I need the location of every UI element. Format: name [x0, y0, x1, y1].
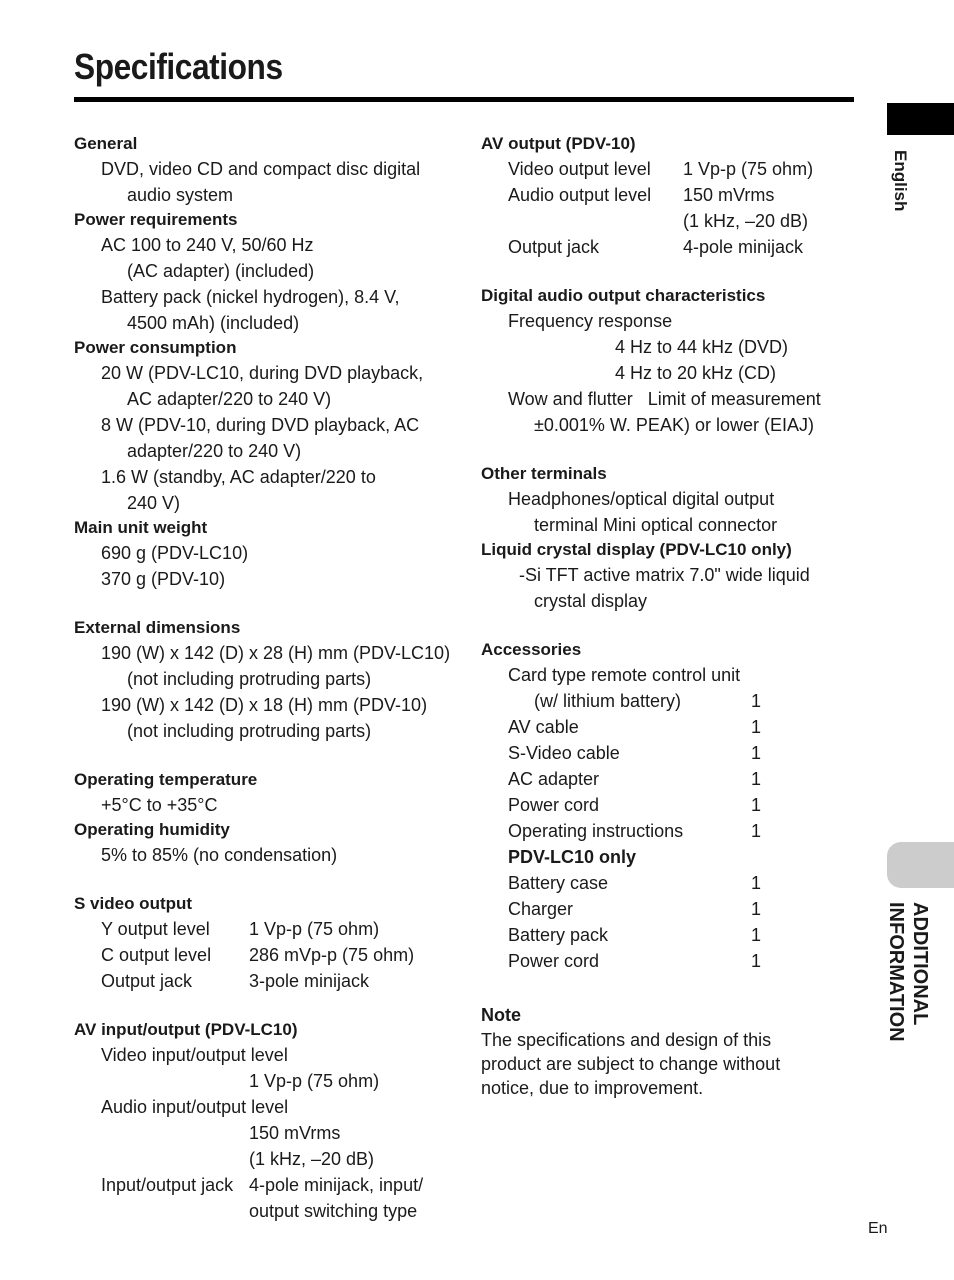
spec-line: Battery pack (nickel hydrogen), 8.4 V, [101, 287, 400, 307]
spec-heading: Other terminals [481, 464, 607, 483]
spec-line: (AC adapter) (included) [127, 261, 315, 281]
spec-row: Y output level 1 Vp-p (75 ohm) [101, 919, 380, 939]
spec-heading: S video output [74, 894, 193, 913]
spec-heading: Digital audio output characteristics [481, 286, 766, 305]
spec-row: (1 kHz, –20 dB) [683, 211, 809, 231]
spec-line: 190 (W) x 142 (D) x 28 (H) mm (PDV-LC10) [101, 643, 451, 663]
spec-line: 690 g (PDV-LC10) [101, 543, 249, 563]
spec-line: audio system [127, 185, 234, 205]
section-tab-label: ADDITIONAL INFORMATION [885, 902, 931, 1042]
spec-line: (1 kHz, –20 dB) [249, 1149, 375, 1169]
spec-heading: Liquid crystal display (PDV-LC10 only) [481, 540, 792, 559]
spec-line: crystal display [534, 591, 648, 611]
spec-row: Input/output jack 4-pole minijack, input/ [101, 1175, 424, 1195]
page-footer: En [868, 1220, 888, 1237]
note-text: The specifications and design of this product are subject to change without notice, due to improvement. [481, 1030, 781, 1098]
spec-line: Wow and flutter Limit of measurement [508, 389, 821, 409]
spec-row: (w/ lithium battery) 1 [534, 691, 762, 711]
spec-line: 190 (W) x 142 (D) x 18 (H) mm (PDV-10) [101, 695, 428, 715]
spec-line: 150 mVrms [249, 1123, 341, 1143]
spec-row: Operating instructions 1 [508, 821, 762, 841]
spec-heading: Operating temperature [74, 770, 258, 789]
spec-line: 20 W (PDV-LC10, during DVD playback, [101, 363, 424, 383]
spec-row: C output level 286 mVp-p (75 ohm) [101, 945, 415, 965]
spec-line: Card type remote control unit [508, 665, 741, 685]
title-rule [74, 97, 854, 102]
spec-row: Output jack 3-pole minijack [101, 971, 370, 991]
spec-heading: AV input/output (PDV-LC10) [74, 1020, 298, 1039]
language-tab-label: English [891, 150, 910, 212]
spec-line: output switching type [249, 1201, 418, 1221]
spec-line: Headphones/optical digital output [508, 489, 775, 509]
spec-line: adapter/220 to 240 V) [127, 441, 302, 461]
spec-line: Audio input/output level [101, 1097, 289, 1117]
spec-row: AC adapter 1 [508, 769, 762, 789]
left-column [74, 132, 454, 1224]
spec-line: (not including protruding parts) [127, 721, 372, 741]
spec-line: DVD, video CD and compact disc digital [101, 159, 421, 179]
spec-heading: Operating humidity [74, 820, 230, 839]
spec-line: 240 V) [127, 493, 181, 513]
spec-line: AC 100 to 240 V, 50/60 Hz [101, 235, 314, 255]
spec-line: 1 Vp-p (75 ohm) [249, 1071, 380, 1091]
spec-row: Video output level 1 Vp-p (75 ohm) [508, 159, 814, 179]
spec-line: 4 Hz to 20 kHz (CD) [615, 363, 777, 383]
spec-line: 4 Hz to 44 kHz (DVD) [615, 337, 789, 357]
language-tab [887, 103, 954, 135]
spec-heading: Power requirements [74, 210, 238, 229]
spec-line: +5°C to +35°C [101, 795, 218, 815]
spec-row: Battery case 1 [508, 873, 762, 893]
spec-heading: Power consumption [74, 338, 237, 357]
spec-row: Charger 1 [508, 899, 762, 919]
spec-row: S-Video cable 1 [508, 743, 762, 763]
spec-line: Frequency response [508, 311, 673, 331]
spec-heading: AV output (PDV-10) [481, 134, 636, 153]
spec-row: Power cord 1 [508, 795, 762, 815]
right-column [481, 132, 861, 1100]
spec-row: Audio output level 150 mVrms [508, 185, 775, 205]
spec-line: 1.6 W (standby, AC adapter/220 to [101, 467, 376, 487]
spec-row: Output jack 4-pole minijack [508, 237, 804, 257]
spec-subheading: PDV-LC10 only [508, 847, 637, 867]
spec-row: Battery pack 1 [508, 925, 762, 945]
spec-line: 5% to 85% (no condensation) [101, 845, 338, 865]
spec-line: AC adapter/220 to 240 V) [127, 389, 332, 409]
spec-row: Power cord 1 [508, 951, 762, 971]
spec-line: terminal Mini optical connector [534, 515, 778, 535]
spec-line: 4500 mAh) (included) [127, 313, 300, 333]
section-tab [887, 842, 954, 888]
spec-line: 8 W (PDV-10, during DVD playback, AC [101, 415, 420, 435]
spec-line: (not including protruding parts) [127, 669, 372, 689]
spec-line: -Si TFT active matrix 7.0" wide liquid [519, 565, 810, 585]
spec-heading: Main unit weight [74, 518, 208, 537]
page-title: Specifications [74, 46, 283, 87]
spec-line: ±0.001% W. PEAK) or lower (EIAJ) [534, 415, 814, 435]
spec-heading: General [74, 134, 138, 153]
spec-heading: Accessories [481, 640, 582, 659]
spec-line: Video input/output level [101, 1045, 288, 1065]
spec-heading: External dimensions [74, 618, 241, 637]
spec-row: AV cable 1 [508, 717, 762, 737]
spec-line: 370 g (PDV-10) [101, 569, 226, 589]
note-heading: Note [481, 1005, 521, 1025]
